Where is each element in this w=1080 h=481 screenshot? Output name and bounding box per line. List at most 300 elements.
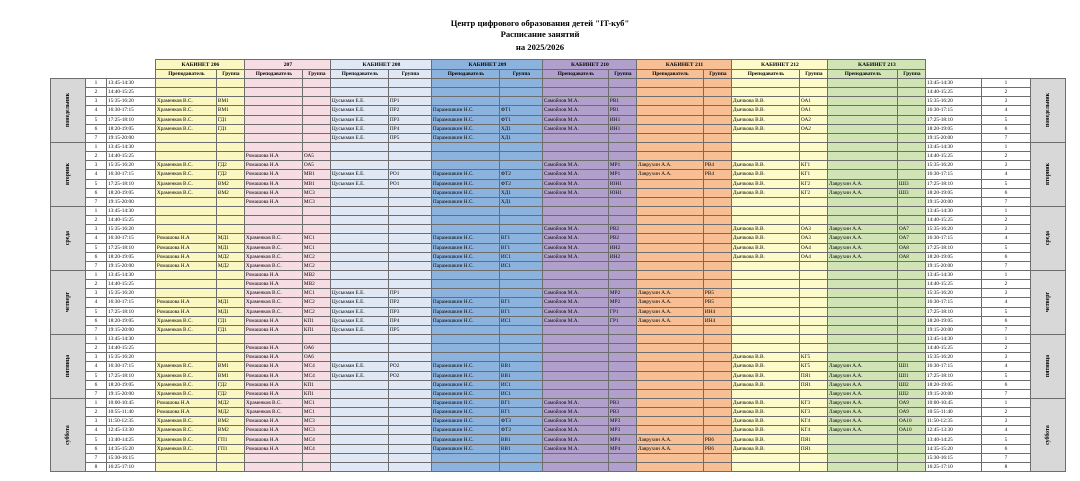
day-label-right bbox=[1030, 206, 1065, 270]
group-cell bbox=[302, 88, 330, 97]
group-cell bbox=[216, 133, 244, 142]
teacher-cell bbox=[827, 353, 897, 362]
group-cell: ВВ1 bbox=[499, 371, 542, 380]
teacher-cell bbox=[431, 79, 499, 88]
lesson-time: 16:30-17:15 bbox=[106, 234, 155, 243]
lesson-number: 5 bbox=[85, 115, 106, 124]
group-cell: ШI3 bbox=[897, 179, 925, 188]
lesson-number: 2 bbox=[85, 344, 106, 353]
lesson-time: 15:35-16:20 bbox=[106, 353, 155, 362]
lesson-number: 1 bbox=[85, 79, 106, 88]
teacher-cell bbox=[330, 408, 388, 417]
group-cell bbox=[608, 280, 636, 289]
group-cell bbox=[897, 88, 925, 97]
teacher-cell: Храменков В.С. bbox=[244, 243, 302, 252]
lesson-row bbox=[51, 270, 1066, 279]
lesson-row bbox=[51, 115, 1066, 124]
group-cell bbox=[216, 280, 244, 289]
room-header: 207 bbox=[244, 60, 330, 70]
teacher-cell: Ромашова Н.А bbox=[244, 179, 302, 188]
group-cell bbox=[799, 344, 827, 353]
group-cell bbox=[499, 225, 542, 234]
lesson-time: 19:15-20:00 bbox=[106, 133, 155, 142]
teacher-cell: Дьячкова В.В. bbox=[731, 408, 799, 417]
group-cell: ВМ1 bbox=[216, 362, 244, 371]
group-cell bbox=[897, 280, 925, 289]
lesson-time-right: 16:25-17:10 bbox=[925, 462, 981, 471]
teacher-cell bbox=[636, 188, 703, 197]
group-cell bbox=[608, 334, 636, 343]
teacher-cell bbox=[731, 453, 799, 462]
teacher-cell: Лаврухин А.А. bbox=[636, 170, 703, 179]
lesson-time: 19:15-20:00 bbox=[106, 197, 155, 206]
group-cell: КГ2 bbox=[799, 179, 827, 188]
teacher-cell: Храменков В.С. bbox=[155, 389, 216, 398]
lesson-time-right: 15:30-16:15 bbox=[925, 453, 981, 462]
teacher-cell: Самойлов М.А. bbox=[542, 252, 608, 261]
group-cell bbox=[897, 344, 925, 353]
teacher-cell: Парамошкин Н.С. bbox=[431, 133, 499, 142]
teacher-cell: Ромашова Н.А bbox=[244, 389, 302, 398]
teacher-cell: Дьячкова В.В. bbox=[731, 243, 799, 252]
group-cell: ГД2 bbox=[216, 161, 244, 170]
lesson-number-right: 3 bbox=[981, 97, 1030, 106]
teacher-cell bbox=[431, 216, 499, 225]
teacher-cell bbox=[155, 206, 216, 215]
lesson-time-right: 11:50-12:35 bbox=[925, 417, 981, 426]
teacher-cell: Ромашова Н.А bbox=[155, 307, 216, 316]
group-cell bbox=[216, 79, 244, 88]
teacher-cell bbox=[431, 289, 499, 298]
teacher-cell: Ромашова Н.А bbox=[155, 252, 216, 261]
lesson-number-right: 7 bbox=[981, 389, 1030, 398]
teacher-cell: Дьячкова В.В. bbox=[731, 426, 799, 435]
group-cell bbox=[897, 142, 925, 151]
group-cell bbox=[897, 307, 925, 316]
teacher-cell bbox=[244, 462, 302, 471]
group-cell bbox=[703, 179, 731, 188]
group-cell bbox=[897, 270, 925, 279]
teacher-cell: Дьячкова В.В. bbox=[731, 106, 799, 115]
teacher-cell bbox=[330, 88, 388, 97]
lesson-number-right: 5 bbox=[981, 115, 1030, 124]
lesson-row bbox=[51, 398, 1066, 407]
teacher-cell bbox=[244, 115, 302, 124]
group-cell: ОА2 bbox=[799, 124, 827, 133]
lesson-row bbox=[51, 444, 1066, 453]
group-cell bbox=[388, 152, 431, 161]
teacher-cell bbox=[827, 462, 897, 471]
lesson-number-right: 5 bbox=[981, 435, 1030, 444]
group-cell: РВ4 bbox=[703, 170, 731, 179]
group-cell: ВГ1 bbox=[499, 234, 542, 243]
teacher-cell: Дьячкова В.В. bbox=[731, 124, 799, 133]
lesson-time: 19:15-20:00 bbox=[106, 325, 155, 334]
room-header: КАБИНЕТ 208 bbox=[330, 60, 431, 70]
teacher-cell: Дьячкова В.В. bbox=[731, 225, 799, 234]
lesson-number: 7 bbox=[85, 389, 106, 398]
teacher-cell bbox=[731, 142, 799, 151]
lesson-number-right: 1 bbox=[981, 79, 1030, 88]
day-name: четверг bbox=[64, 292, 71, 313]
teacher-cell: Парамошкин Н.С. bbox=[431, 444, 499, 453]
lesson-number: 2 bbox=[85, 216, 106, 225]
teacher-cell: Дьячкова В.В. bbox=[731, 179, 799, 188]
group-cell bbox=[897, 298, 925, 307]
group-cell: КГ4 bbox=[799, 426, 827, 435]
teacher-cell bbox=[636, 417, 703, 426]
teacher-cell bbox=[636, 179, 703, 188]
group-cell bbox=[799, 462, 827, 471]
teacher-cell bbox=[827, 142, 897, 151]
group-cell bbox=[897, 161, 925, 170]
teacher-cell bbox=[636, 362, 703, 371]
group-cell bbox=[388, 344, 431, 353]
teacher-cell bbox=[636, 462, 703, 471]
lesson-time: 17:25-18:10 bbox=[106, 307, 155, 316]
lesson-number-right: 2 bbox=[981, 280, 1030, 289]
teacher-cell bbox=[244, 225, 302, 234]
group-cell: ШI1 bbox=[897, 362, 925, 371]
teacher-cell: Храменков В.С. bbox=[155, 115, 216, 124]
teacher-cell bbox=[827, 88, 897, 97]
day-label-left bbox=[51, 79, 86, 143]
teacher-cell bbox=[827, 453, 897, 462]
lesson-row bbox=[51, 334, 1066, 343]
group-cell bbox=[608, 389, 636, 398]
lesson-time-right: 18:20-19:05 bbox=[925, 124, 981, 133]
lesson-time: 15:35-16:20 bbox=[106, 161, 155, 170]
teacher-cell bbox=[636, 453, 703, 462]
group-cell bbox=[388, 142, 431, 151]
group-cell: МР3 bbox=[608, 417, 636, 426]
group-cell: КП1 bbox=[302, 380, 330, 389]
lesson-time-right: 13:45-14:30 bbox=[925, 270, 981, 279]
group-cell bbox=[302, 79, 330, 88]
teacher-cell bbox=[431, 353, 499, 362]
teacher-cell: Лаврухин А.А. bbox=[636, 161, 703, 170]
teacher-cell bbox=[542, 462, 608, 471]
group-cell bbox=[703, 380, 731, 389]
lesson-time-right: 10:00-10:45 bbox=[925, 398, 981, 407]
group-cell bbox=[216, 334, 244, 343]
lesson-time: 16:30-17:15 bbox=[106, 170, 155, 179]
lesson-number-right: 3 bbox=[981, 417, 1030, 426]
group-cell: ВМ1 bbox=[216, 371, 244, 380]
group-cell: ИС1 bbox=[499, 252, 542, 261]
group-cell bbox=[388, 280, 431, 289]
lesson-row bbox=[51, 79, 1066, 88]
group-cell bbox=[499, 97, 542, 106]
group-cell bbox=[499, 88, 542, 97]
teacher-cell: Лаврухин А.А. bbox=[827, 188, 897, 197]
group-cell bbox=[499, 344, 542, 353]
group-cell: ГД1 bbox=[216, 316, 244, 325]
teacher-cell: Дьячкова В.В. bbox=[731, 435, 799, 444]
lesson-time-right: 17:25-18:10 bbox=[925, 115, 981, 124]
day-label-left bbox=[51, 142, 86, 206]
group-cell: ПР4 bbox=[388, 124, 431, 133]
teacher-cell bbox=[330, 197, 388, 206]
lesson-time: 14:40-15:25 bbox=[106, 152, 155, 161]
teacher-cell bbox=[330, 152, 388, 161]
group-cell: ОА5 bbox=[302, 161, 330, 170]
lesson-number: 3 bbox=[85, 289, 106, 298]
group-cell bbox=[608, 344, 636, 353]
group-cell: МР1 bbox=[608, 170, 636, 179]
group-cell bbox=[799, 298, 827, 307]
group-cell: МС2 bbox=[302, 298, 330, 307]
teacher-cell: Парамошкин Н.С. bbox=[431, 106, 499, 115]
lesson-number-right: 7 bbox=[981, 261, 1030, 270]
teacher-cell: Лаврухин А.А. bbox=[827, 417, 897, 426]
group-cell: РВ1 bbox=[608, 106, 636, 115]
lesson-time-right: 16:30-17:15 bbox=[925, 234, 981, 243]
group-cell: ФТ1 bbox=[499, 115, 542, 124]
group-cell: МС2 bbox=[302, 307, 330, 316]
teacher-cell bbox=[244, 133, 302, 142]
teacher-cell bbox=[431, 325, 499, 334]
group-cell: ШI1 bbox=[897, 371, 925, 380]
day-name: среда bbox=[64, 231, 71, 246]
lesson-time: 16:30-17:15 bbox=[106, 298, 155, 307]
lesson-number-right: 6 bbox=[981, 252, 1030, 261]
group-cell bbox=[897, 115, 925, 124]
group-cell: РВ6 bbox=[703, 444, 731, 453]
teacher-col-header: Преподаватель bbox=[827, 70, 897, 79]
teacher-cell bbox=[431, 280, 499, 289]
lesson-time-right: 19:15-20:00 bbox=[925, 133, 981, 142]
day-label-right bbox=[1030, 398, 1065, 471]
lesson-row bbox=[51, 124, 1066, 133]
lesson-time: 14:40-15:25 bbox=[106, 88, 155, 97]
teacher-cell bbox=[827, 106, 897, 115]
group-cell: ОА8 bbox=[897, 243, 925, 252]
group-cell bbox=[216, 197, 244, 206]
group-cell: РО2 bbox=[388, 371, 431, 380]
group-cell: МД1 bbox=[216, 243, 244, 252]
group-cell: КГ5 bbox=[799, 353, 827, 362]
group-cell: ХД1 bbox=[499, 197, 542, 206]
teacher-cell: Ромашова Н.А bbox=[155, 243, 216, 252]
group-cell: МВ2 bbox=[302, 270, 330, 279]
group-cell bbox=[799, 142, 827, 151]
day-label-left bbox=[51, 334, 86, 398]
lesson-time-right: 17:25-18:10 bbox=[925, 371, 981, 380]
room-header: КАБИНЕТ 209 bbox=[431, 60, 542, 70]
group-cell: ГД2 bbox=[216, 389, 244, 398]
group-cell: ШI2 bbox=[897, 380, 925, 389]
header-spacer bbox=[51, 60, 156, 70]
group-cell: КП1 bbox=[302, 325, 330, 334]
teacher-cell: Парамошкин Н.С. bbox=[431, 408, 499, 417]
teacher-cell: Самойлов М.А. bbox=[542, 298, 608, 307]
teacher-cell: Самойлов М.А. bbox=[542, 435, 608, 444]
lesson-row bbox=[51, 435, 1066, 444]
teacher-col-header: Преподаватель bbox=[731, 70, 799, 79]
teacher-cell: Цуськман Е.Е. bbox=[330, 115, 388, 124]
teacher-cell bbox=[731, 152, 799, 161]
lesson-time: 18:20-19:05 bbox=[106, 380, 155, 389]
teacher-cell bbox=[542, 142, 608, 151]
group-cell: ФТ3 bbox=[499, 417, 542, 426]
teacher-cell bbox=[542, 280, 608, 289]
lesson-row bbox=[51, 234, 1066, 243]
lesson-number-right: 1 bbox=[981, 398, 1030, 407]
teacher-cell bbox=[431, 270, 499, 279]
teacher-cell bbox=[542, 353, 608, 362]
group-cell: ОА3 bbox=[799, 225, 827, 234]
group-cell: РВ6 bbox=[703, 435, 731, 444]
group-cell: ФТ2 bbox=[499, 170, 542, 179]
group-cell bbox=[216, 88, 244, 97]
teacher-cell: Парамошкин Н.С. bbox=[431, 124, 499, 133]
group-cell: ИС1 bbox=[499, 316, 542, 325]
group-cell: ВМ2 bbox=[216, 417, 244, 426]
group-cell bbox=[388, 435, 431, 444]
group-cell bbox=[388, 161, 431, 170]
group-cell bbox=[703, 142, 731, 151]
group-cell: РО1 bbox=[388, 170, 431, 179]
group-cell bbox=[897, 261, 925, 270]
group-cell bbox=[499, 289, 542, 298]
teacher-cell bbox=[636, 197, 703, 206]
group-cell: ИН2 bbox=[608, 252, 636, 261]
group-cell bbox=[897, 334, 925, 343]
teacher-cell bbox=[636, 115, 703, 124]
teacher-cell bbox=[155, 133, 216, 142]
teacher-cell: Цуськман Е.Е. bbox=[330, 325, 388, 334]
teacher-cell: Храменков В.С. bbox=[155, 371, 216, 380]
teacher-cell: Ромашова Н.А bbox=[244, 188, 302, 197]
lesson-number: 7 bbox=[85, 453, 106, 462]
lesson-time: 10:00-10:45 bbox=[106, 398, 155, 407]
page-title: Центр цифрового образования детей "IT-куб" bbox=[450, 18, 630, 28]
teacher-cell: Дьячкова В.В. bbox=[731, 252, 799, 261]
group-cell: ОА3 bbox=[799, 234, 827, 243]
teacher-cell: Парамошкин Н.С. bbox=[431, 234, 499, 243]
group-cell bbox=[703, 344, 731, 353]
lesson-row bbox=[51, 389, 1066, 398]
group-cell: ВГ1 bbox=[499, 298, 542, 307]
teacher-cell bbox=[542, 88, 608, 97]
group-cell bbox=[799, 289, 827, 298]
teacher-cell bbox=[542, 334, 608, 343]
teacher-cell: Лаврухин А.А. bbox=[827, 243, 897, 252]
lesson-number-right: 4 bbox=[981, 106, 1030, 115]
day-label-left bbox=[51, 270, 86, 334]
lesson-row bbox=[51, 97, 1066, 106]
lesson-row bbox=[51, 408, 1066, 417]
group-cell: ВМ2 bbox=[216, 179, 244, 188]
teacher-cell: Парамошкин Н.С. bbox=[431, 389, 499, 398]
group-cell: МД2 bbox=[216, 398, 244, 407]
teacher-cell bbox=[330, 417, 388, 426]
group-cell bbox=[499, 152, 542, 161]
group-cell bbox=[703, 462, 731, 471]
lesson-number: 5 bbox=[85, 307, 106, 316]
group-cell bbox=[897, 353, 925, 362]
teacher-cell: Парамошкин Н.С. bbox=[431, 170, 499, 179]
teacher-cell bbox=[827, 261, 897, 270]
group-cell bbox=[703, 426, 731, 435]
lesson-time: 18:20-19:05 bbox=[106, 316, 155, 325]
teacher-cell bbox=[431, 462, 499, 471]
day-label-left bbox=[51, 398, 86, 471]
teacher-cell bbox=[155, 197, 216, 206]
teacher-cell bbox=[330, 462, 388, 471]
group-cell bbox=[897, 133, 925, 142]
group-cell: РВ2 bbox=[608, 225, 636, 234]
group-cell: КП1 bbox=[302, 389, 330, 398]
group-cell: МС2 bbox=[302, 261, 330, 270]
lesson-time-right: 19:15-20:00 bbox=[925, 325, 981, 334]
group-cell bbox=[302, 334, 330, 343]
group-cell: МД2 bbox=[216, 261, 244, 270]
group-cell bbox=[703, 371, 731, 380]
group-cell: РВ1 bbox=[608, 97, 636, 106]
group-cell: ГД1 bbox=[216, 325, 244, 334]
teacher-cell bbox=[827, 170, 897, 179]
teacher-cell bbox=[155, 334, 216, 343]
group-cell: РО2 bbox=[388, 362, 431, 371]
lesson-number-right: 4 bbox=[981, 234, 1030, 243]
lesson-time-right: 18:20-19:05 bbox=[925, 316, 981, 325]
teacher-cell bbox=[330, 261, 388, 270]
lesson-time: 13:45-14:30 bbox=[106, 270, 155, 279]
lesson-number-right: 2 bbox=[981, 152, 1030, 161]
teacher-cell bbox=[636, 325, 703, 334]
group-cell bbox=[703, 453, 731, 462]
teacher-cell bbox=[731, 389, 799, 398]
lesson-number-right: 3 bbox=[981, 353, 1030, 362]
group-cell: РВ2 bbox=[608, 234, 636, 243]
teacher-cell: Ромашова Н.А bbox=[244, 316, 302, 325]
teacher-cell bbox=[330, 344, 388, 353]
lesson-time-right: 19:15-20:00 bbox=[925, 197, 981, 206]
lesson-row bbox=[51, 106, 1066, 115]
lesson-time: 15:35-16:20 bbox=[106, 225, 155, 234]
group-cell bbox=[499, 142, 542, 151]
lesson-number: 6 bbox=[85, 124, 106, 133]
room-header-row bbox=[51, 60, 1066, 70]
header-spacer bbox=[51, 70, 156, 79]
group-cell: МВ1 bbox=[302, 170, 330, 179]
group-cell bbox=[703, 270, 731, 279]
lesson-number-right: 4 bbox=[981, 298, 1030, 307]
teacher-cell bbox=[330, 188, 388, 197]
group-cell: КГ3 bbox=[799, 398, 827, 407]
teacher-cell: Цуськман Е.Е. bbox=[330, 170, 388, 179]
teacher-cell: Ромашова Н.А bbox=[244, 426, 302, 435]
group-cell bbox=[897, 206, 925, 215]
group-cell: ИС1 bbox=[499, 389, 542, 398]
teacher-cell: Парамошкин Н.С. bbox=[431, 426, 499, 435]
teacher-cell bbox=[330, 216, 388, 225]
teacher-cell: Лаврухин А.А. bbox=[827, 234, 897, 243]
teacher-cell bbox=[155, 225, 216, 234]
teacher-cell bbox=[636, 133, 703, 142]
teacher-cell bbox=[155, 353, 216, 362]
teacher-cell bbox=[330, 334, 388, 343]
teacher-cell bbox=[636, 261, 703, 270]
lesson-time: 12:45-13:30 bbox=[106, 426, 155, 435]
group-cell bbox=[799, 307, 827, 316]
teacher-cell bbox=[330, 225, 388, 234]
day-name: четверг bbox=[1044, 292, 1051, 313]
teacher-cell bbox=[636, 152, 703, 161]
group-cell: МД2 bbox=[216, 408, 244, 417]
